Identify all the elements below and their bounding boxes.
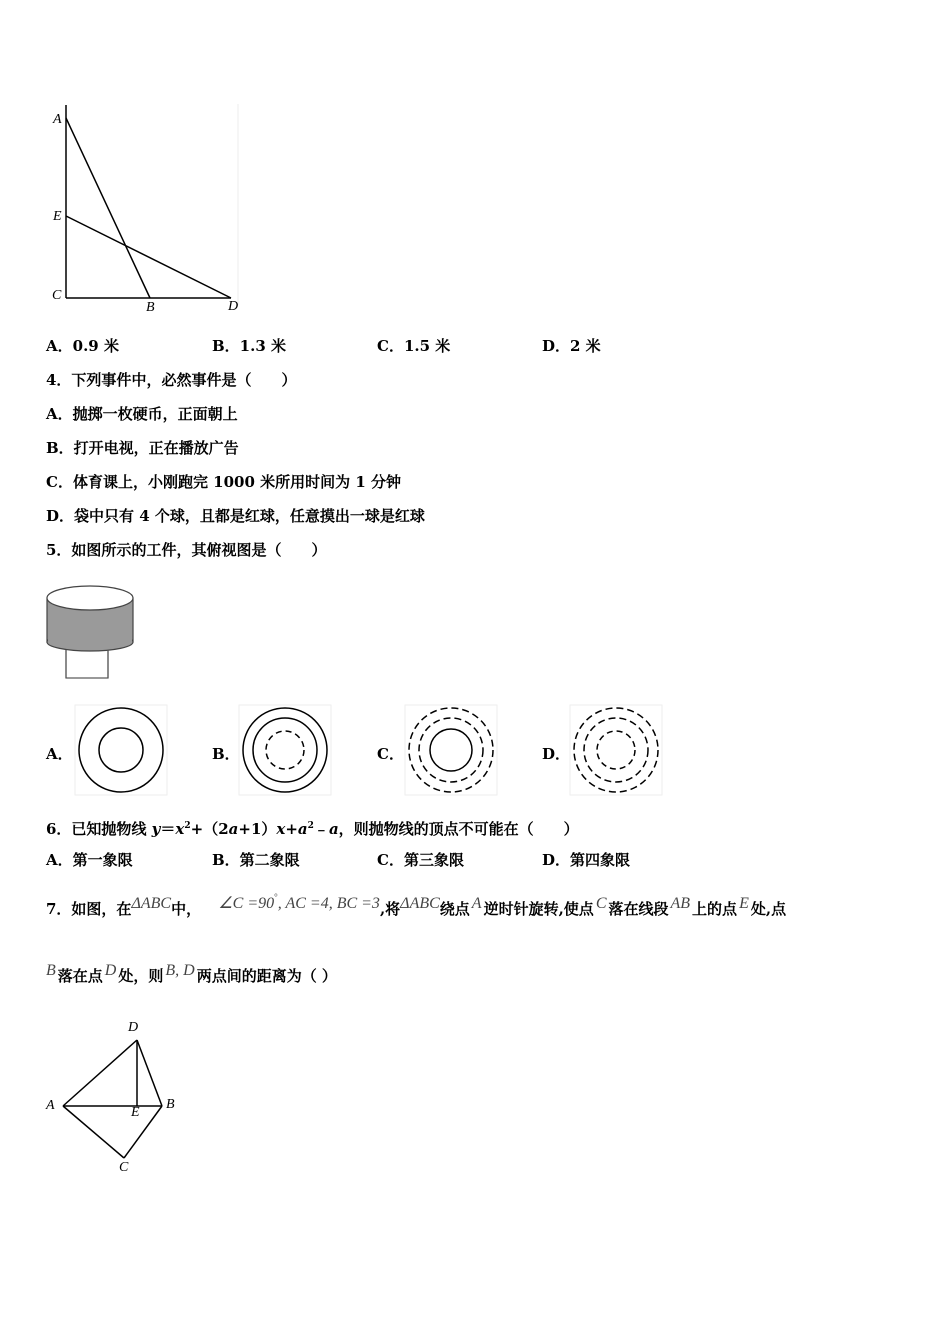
concentric-circles-solid-icon: [74, 704, 168, 796]
q7-p10: 处，则: [118, 967, 164, 985]
outer-dashed-inner-solid-icon: [404, 704, 498, 796]
q7-pt-a: A: [471, 895, 482, 912]
q3-option-c[interactable]: C．1.5 米: [377, 337, 451, 355]
q6-minus: ﹣: [313, 820, 329, 838]
q6-prefix: 6．已知抛物线: [46, 820, 152, 838]
q4-stem: 4．下列事件中，必然事件是（ ）: [46, 371, 297, 389]
q7-figure: [44, 1020, 194, 1180]
q7-pt-e: E: [739, 895, 749, 912]
q3-option-d[interactable]: D．2 米: [542, 337, 601, 355]
q6-sq2: 2: [307, 821, 314, 831]
q7-cond2: , AC =4, BC =3: [277, 895, 380, 912]
q6-x: x: [175, 820, 185, 838]
q6-a: a: [228, 820, 239, 838]
q5-stem: 5．如图所示的工件，其俯视图是（ ）: [46, 541, 327, 559]
q7-p1: 7．如图，在: [46, 900, 132, 918]
outer-solid-inner-dashed-icon: [238, 704, 332, 796]
q7-p3: ,将: [379, 900, 401, 918]
q7-label-c: C: [119, 1160, 129, 1175]
q6-x2: x: [276, 820, 286, 838]
q7-p8: 处,点: [750, 900, 787, 918]
q5-option-c-figure[interactable]: [404, 704, 498, 800]
q5-option-a-label[interactable]: A．: [46, 745, 73, 763]
q7-label-b: B: [166, 1097, 175, 1112]
q7-pt-d: D: [104, 962, 117, 979]
q3-label-e: E: [53, 209, 62, 224]
q7-p7: 上的点: [692, 900, 738, 918]
q7-p6: 落在线段: [608, 900, 669, 918]
q4-option-b[interactable]: B．打开电视，正在播放广告: [46, 439, 239, 457]
q5-workpiece-figure: [44, 582, 140, 682]
q3-label-b: B: [146, 300, 155, 315]
q5-option-d-label[interactable]: D．: [542, 745, 571, 763]
q7-deg: °: [274, 892, 278, 902]
q6-stem: [46, 816, 579, 839]
q6-a3: a: [328, 820, 339, 838]
q7-seg: AB: [670, 895, 691, 912]
q5-option-a-figure[interactable]: [74, 704, 168, 800]
workpiece-3d-icon: [44, 582, 140, 682]
q3-figure: [46, 100, 246, 322]
q6-plus1b: +1）: [238, 820, 277, 838]
q4-option-d[interactable]: D．袋中只有 4 个球，且都是红球，任意摸出一球是红球: [46, 507, 425, 525]
q4-option-a[interactable]: A．抛掷一枚硬币，正面朝上: [46, 405, 238, 423]
q5-option-d-figure[interactable]: [569, 704, 663, 800]
q3-label-a: A: [53, 112, 62, 127]
q6-option-b[interactable]: B．第二象限: [212, 851, 300, 869]
q6-plus: +: [285, 820, 298, 838]
all-dashed-circles-icon: [569, 704, 663, 796]
q6-plus1: +（2: [190, 820, 229, 838]
q6-option-c[interactable]: C．第三象限: [377, 851, 464, 869]
q4-option-c[interactable]: C．体育课上，小刚跑完 1000 米所用时间为 1 分钟: [46, 473, 402, 491]
q3-option-a[interactable]: A．0.9 米: [46, 337, 119, 355]
q3-label-c: C: [52, 288, 62, 303]
q5-option-b-figure[interactable]: [238, 704, 332, 800]
q7-stem-line1: [46, 893, 786, 922]
q5-option-b-label[interactable]: B．: [212, 745, 240, 763]
q5-option-c-label[interactable]: C．: [377, 745, 404, 763]
q7-label-a: A: [46, 1098, 55, 1113]
q7-pt-c: C: [595, 895, 607, 912]
q7-p2: 中，: [171, 900, 202, 918]
q6-y: y: [151, 820, 161, 838]
q7-label-d: D: [128, 1020, 139, 1035]
q7-p9: 落在点: [57, 967, 103, 985]
q7-p4: 绕点: [439, 900, 470, 918]
q7-tri2: ΔABC: [400, 895, 440, 912]
q7-p11: 两点间的距离为（ ）: [196, 967, 337, 985]
q6-a2: a: [297, 820, 308, 838]
q7-stem-line2: [46, 964, 337, 989]
q6-sq: 2: [184, 821, 191, 831]
q7-label-e: E: [131, 1105, 140, 1120]
q6-suffix: ，则抛物线的顶点不可能在（ ）: [338, 820, 579, 838]
q3-label-d: D: [228, 299, 239, 314]
q7-cond: ∠C =90: [218, 895, 275, 912]
q7-p5: 逆时针旋转,使点: [483, 900, 594, 918]
q7-pts: B, D: [165, 962, 195, 979]
q6-option-a[interactable]: A．第一象限: [46, 851, 133, 869]
q6-eq: ＝: [160, 820, 176, 838]
q3-option-b[interactable]: B．1.3 米: [212, 337, 286, 355]
q7-tri1: ΔABC: [131, 895, 172, 912]
q7-pt-b: B: [46, 962, 56, 979]
q6-option-d[interactable]: D．第四象限: [542, 851, 631, 869]
q3-triangle-diagram: [46, 100, 246, 322]
